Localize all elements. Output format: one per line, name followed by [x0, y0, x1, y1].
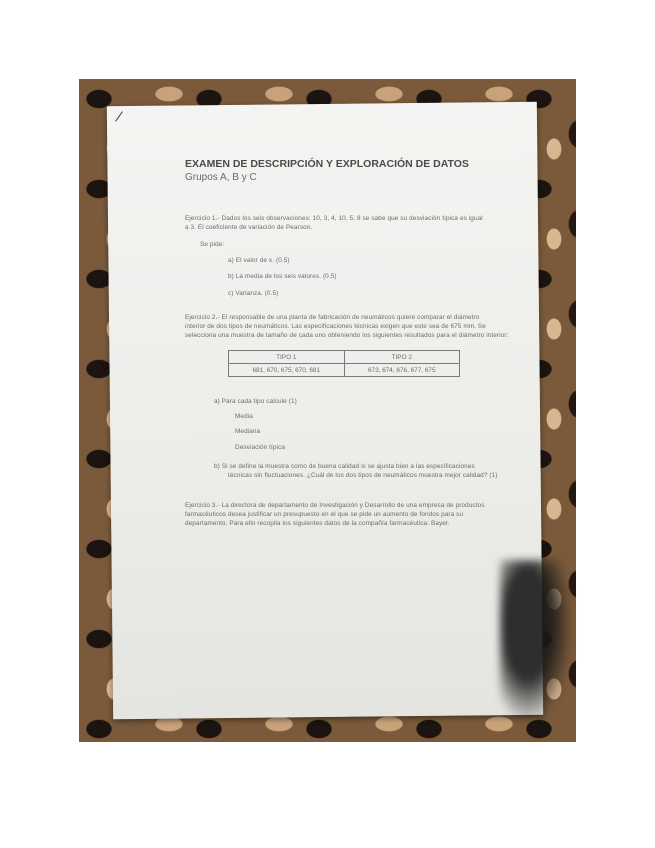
exam-paper: [107, 102, 543, 719]
ex2-line3: selecciona una muestra de tamaño de cada uno obteniendo los siguientes resultados para el diámetro interior:: [185, 332, 509, 339]
ex2-item-desviacion: Desviación típica: [235, 444, 286, 451]
table-header-tipo2: TIPO 2: [344, 351, 460, 364]
ex1-item-b: b) La media de los seis valores. (0.5): [228, 273, 337, 280]
ex2-item-mediana: Mediana: [235, 428, 261, 435]
ex2-item-media: Media: [235, 413, 253, 420]
ex2-b-line2: técnicas sin fluctuaciones. ¿Cuál de los dos tipos de neumáticos muestra mejor calidad? (1): [228, 472, 498, 479]
ex2-line1: Ejercicio 2.- El responsable de una planta de fabricación de neumáticos quiere comparar el diámetro: [185, 314, 480, 321]
ex1-prompt: Se pide:: [200, 241, 225, 248]
ex2-a-intro: a) Para cada tipo calcule (1): [214, 398, 297, 405]
hand-shadow: [500, 560, 570, 720]
table-cell-tipo2: 673, 674, 676, 677, 675: [344, 364, 460, 377]
ex2-b-line1: b) Si se define la muestra como de buena calidad si se ajusta bien a las especificaciones: [214, 463, 475, 470]
tire-diameter-table: [228, 350, 460, 377]
ex3-line1: Ejercicio 3.- La directora de departamento de Investigación y Desarrollo de una empresa de productos: [185, 502, 485, 509]
ex2-line2: interior de dos tipos de neumáticos. Las especificaciones técnicas exigen que este sea de 675 mm. Se: [185, 323, 486, 330]
table-cell-tipo1: 681, 670, 675, 670, 681: [229, 364, 345, 377]
exam-title: EXAMEN DE DESCRIPCIÓN Y EXPLORACIÓN DE DATOS: [185, 158, 469, 170]
ex1-line2: a 3. El coeficiente de variación de Pearson.: [185, 224, 313, 231]
ex1-line1: Ejercicio 1.- Dados los seis observaciones: 10, 3, 4, 10, 5, 8 se sabe que su desviación típica es igual: [185, 215, 483, 222]
ex1-item-c: c) Varianza. (0.5): [228, 290, 279, 297]
ex1-item-a: a) El valor de x. (0.5): [228, 257, 290, 264]
table-header-row: [229, 351, 460, 364]
table-row: [229, 364, 460, 377]
table-header-tipo1: TIPO 1: [229, 351, 345, 364]
ex3-line2: farmacéuticos desea justificar un presupuesto en el que se pide un aumento de fondos para su: [185, 511, 464, 518]
exam-subtitle: Grupos A, B y C: [185, 172, 257, 183]
ex3-line3: departamento. Para ello recopila los siguientes datos de la compañía farmacéutica: Bayer.: [185, 520, 450, 527]
